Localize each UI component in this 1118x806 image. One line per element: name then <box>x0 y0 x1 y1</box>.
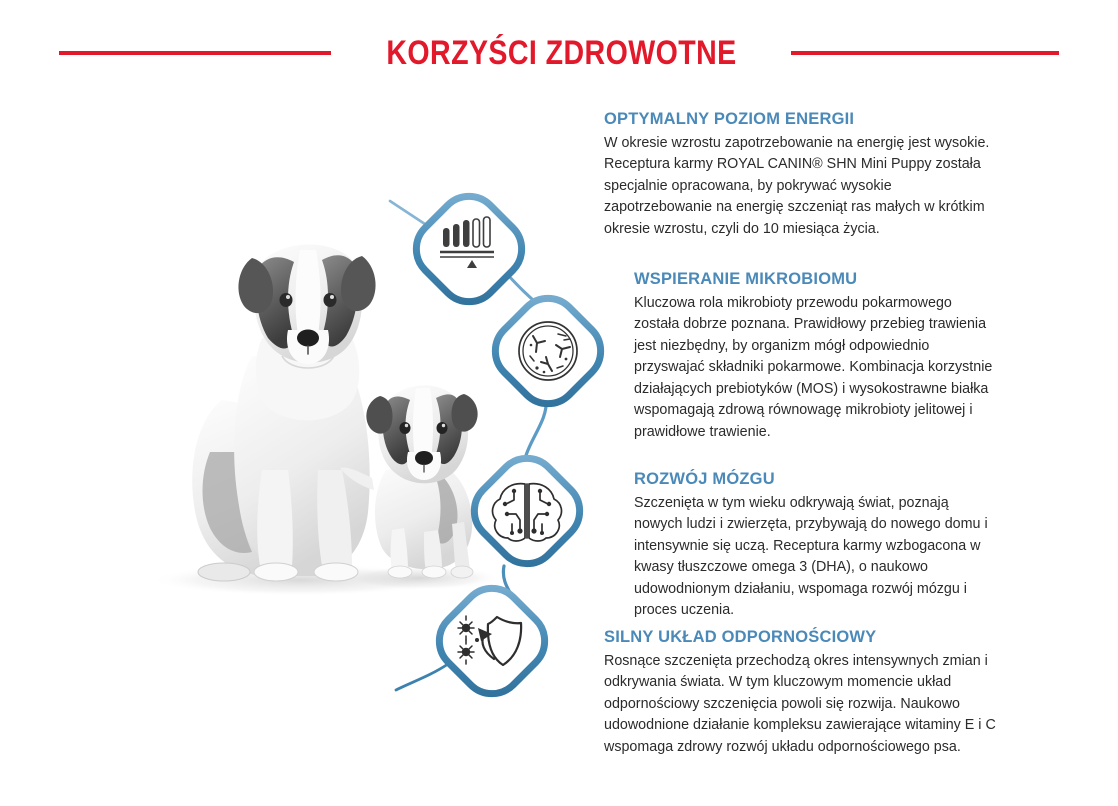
benefit-block-brain <box>634 470 1000 622</box>
benefit-body-immunity: Rosnące szczenięta przechodzą okres intensywnych zmian i odkrywania świata. W tym kluczowym momencie układ odpornościowy szczenięcia powoli się rozwija. Naukowo udowodnione działanie kompleksu zawierające witaminy E i C wspomaga zdrowy rozwój układu odpornościowego psa. <box>604 652 996 755</box>
microbiome-icon <box>519 322 577 380</box>
brain-icon <box>493 484 562 541</box>
benefit-heading-microbiome: WSPIERANIE MIKROBIOMU <box>634 270 858 288</box>
benefit-heading-brain: ROZWÓJ MÓZGU <box>634 470 775 488</box>
connector-chain <box>390 201 546 690</box>
shield-germs-icon <box>458 616 521 665</box>
icon-tile-immunity <box>427 576 557 706</box>
page-title-row <box>0 30 1118 76</box>
benefit-block-immunity <box>604 628 1000 758</box>
benefit-block-microbiome <box>634 270 1000 443</box>
dogs-illustration <box>150 244 500 596</box>
adult-dog <box>192 244 375 581</box>
page-title: KORZYŚCI ZDROWOTNE <box>385 33 737 72</box>
benefit-heading-energy: OPTYMALNY POZIOM ENERGII <box>604 110 855 128</box>
benefit-heading-immunity: SILNY UKŁAD ODPORNOŚCIOWY <box>604 628 877 646</box>
icon-tile-brain <box>462 446 592 576</box>
benefit-body-microbiome: Kluczowa rola mikrobioty przewodu pokarmowego została dobrze poznana. Prawidłowy przebieg trawienia jest niezbędny, by organizm mógł odpowiednio przyswajać składniki pokarmowe. Kombinacja korzystnie działających prebiotyków (MOS) i wysokostrawne białka wspomagają zdrową równowagę mikrobioty jelitowej i prawidłowe trawienie. <box>634 294 993 440</box>
energy-bars-icon <box>440 217 494 268</box>
icon-tile-microbiome <box>483 286 613 416</box>
icon-tile-energy <box>404 184 534 314</box>
benefit-body-energy: W okresie wzrostu zapotrzebowanie na energię jest wysokie. Receptura karmy ROYAL CANIN® SHN Mini Puppy została specjalnie opracowana, by pokrywać wysokie zapotrzebowanie na energię szczeniąt ras małych w krótkim okresie wzrostu, czyli do 10 miesiąca życia. <box>604 134 990 237</box>
benefit-body-brain: Szczenięta w tym wieku odkrywają świat, poznają nowych ludzi i zwierzęta, przybywają do nowego domu i intensywnie się uczą. Receptura karmy wzbogacona w kwasy tłuszczowe omega 3 (DHA), o naukowo udowodnionym działaniu, wspomaga rozwój mózgu i proces uczenia. <box>634 494 988 619</box>
title-rule-right <box>791 51 1059 55</box>
title-rule-left <box>59 51 331 55</box>
puppy-dog <box>340 385 478 578</box>
benefit-block-energy <box>604 110 994 240</box>
